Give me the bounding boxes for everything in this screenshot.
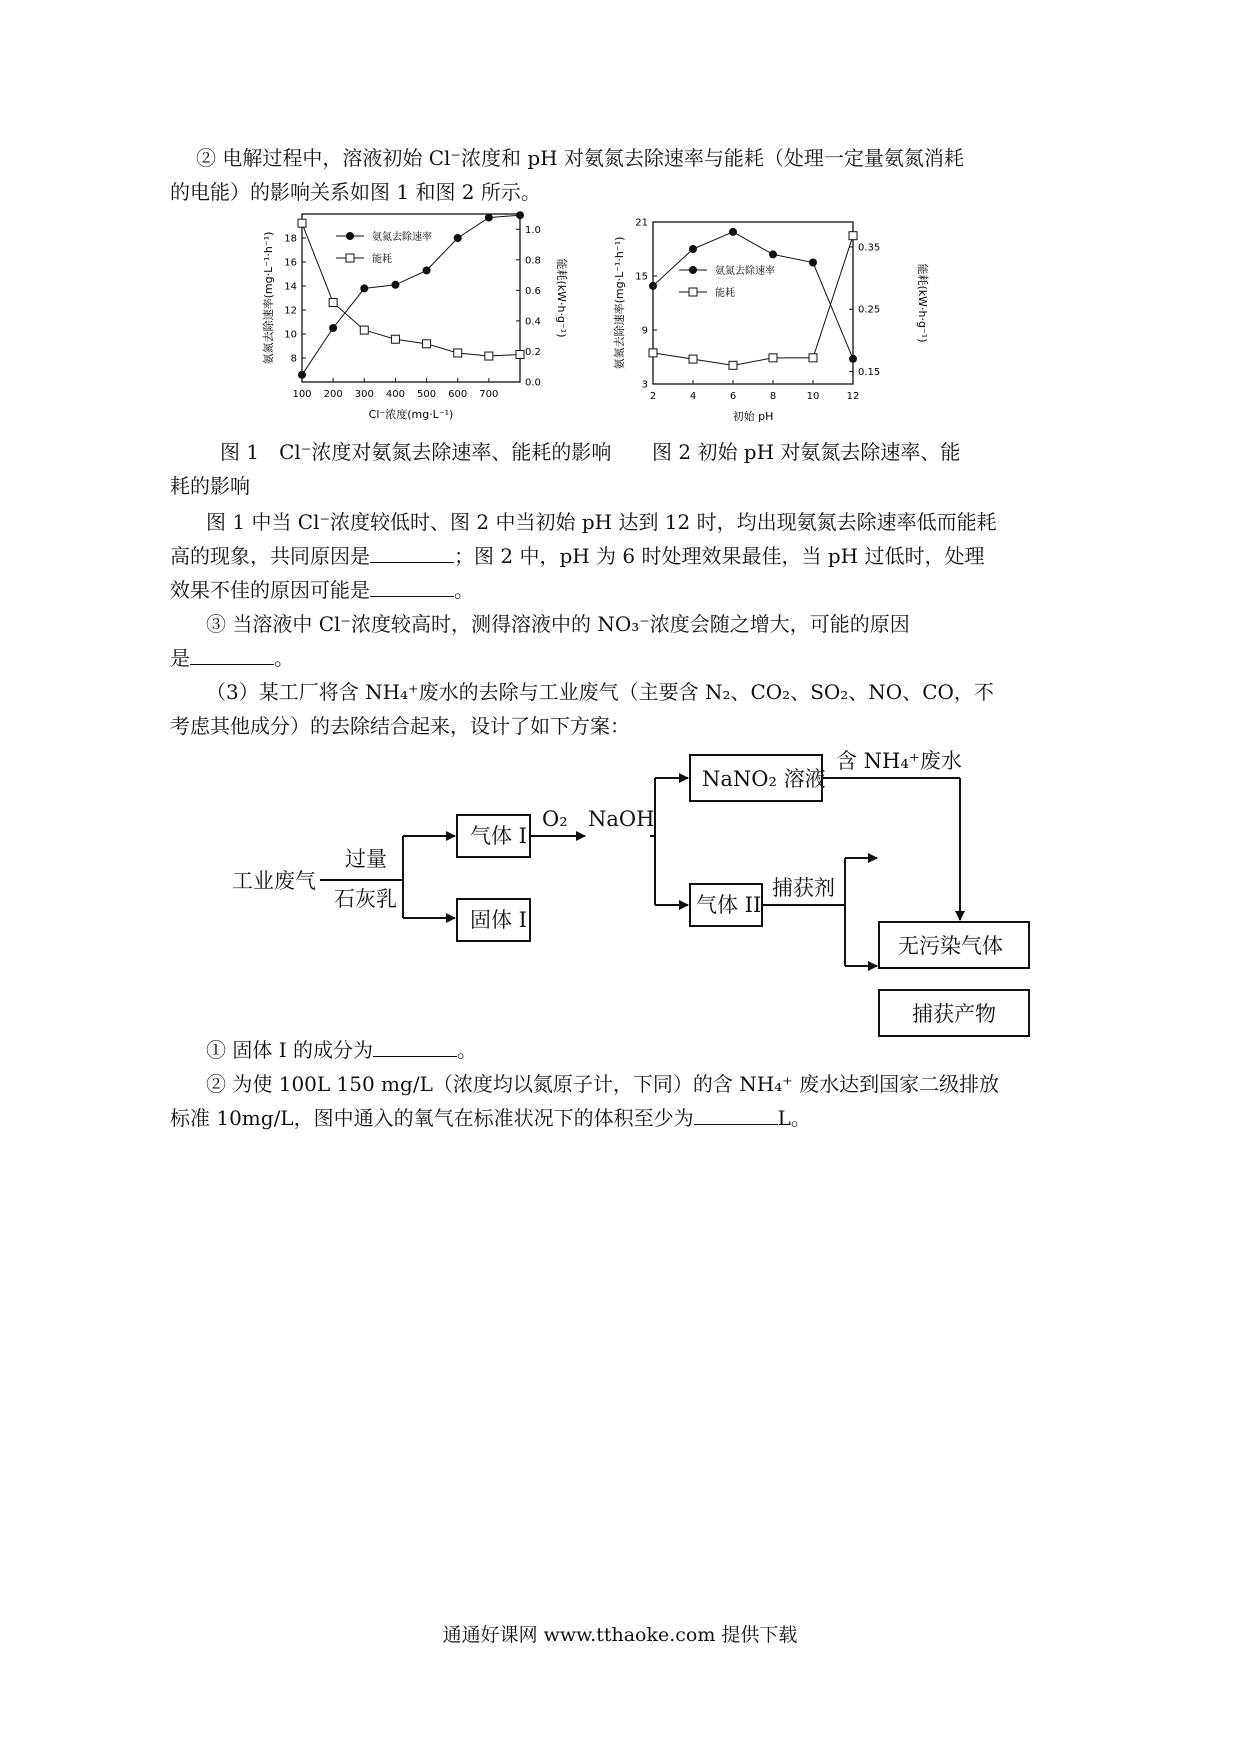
legend-marker-energy	[689, 288, 697, 296]
x-axis-label: 初始 pH	[732, 410, 774, 423]
data-point-rate	[298, 371, 306, 379]
y-tick-label: 10	[284, 329, 297, 341]
x-axis-label: Cl⁻浓度(mg·L⁻¹)	[368, 408, 454, 421]
data-point-rate	[769, 250, 777, 258]
data-point-energy	[298, 219, 306, 227]
capture-agent-label: 捕获剂	[772, 876, 835, 900]
data-point-rate	[329, 324, 337, 332]
data-point-energy	[849, 232, 857, 240]
x-tick-label: 6	[729, 391, 737, 402]
data-point-energy	[649, 349, 657, 357]
x-tick-label: 600	[448, 389, 468, 400]
y-tick-label: 16	[284, 257, 297, 269]
o2-label: O₂	[542, 807, 568, 831]
reagent-bottom-label: 石灰乳	[334, 887, 397, 911]
data-point-energy	[423, 340, 431, 348]
section-3-line-1: （3）某工厂将含 NH₄⁺废水的去除与工业废气（主要含 N₂、CO₂、SO₂、NO、CO，不	[206, 680, 994, 704]
y2-tick-label: 0.4	[525, 316, 541, 328]
data-point-energy	[729, 361, 737, 369]
x-tick-label: 100	[292, 389, 312, 400]
data-point-energy	[769, 354, 777, 362]
legend-marker-energy	[346, 254, 354, 262]
figure-1-caption: 图 1 Cl⁻浓度对氨氮去除速率、能耗的影响	[220, 440, 612, 464]
data-point-energy	[454, 349, 462, 357]
y2-tick-label: 1.0	[525, 224, 541, 236]
capture-product-box	[879, 990, 1029, 1036]
data-point-energy	[809, 354, 817, 362]
chart-1-cl-concentration	[250, 210, 580, 435]
y2-tick-label: 0.6	[525, 285, 541, 297]
nano2-box	[690, 755, 822, 801]
series-line	[302, 223, 520, 356]
y2-tick-label: 0.15	[858, 367, 881, 379]
paragraph-2-line-1: ② 电解过程中，溶液初始 Cl⁻浓度和 pH 对氨氮去除速率与能耗（处理一定量氨氮消耗	[196, 146, 964, 170]
x-tick-label: 4	[689, 391, 697, 402]
data-point-rate	[454, 234, 462, 242]
data-point-energy	[360, 326, 368, 334]
naoh-label: NaOH	[588, 807, 655, 831]
x-tick-label: 500	[417, 389, 437, 400]
y-tick-label: 14	[284, 281, 297, 293]
data-point-energy	[485, 352, 493, 360]
plot-frame	[653, 222, 853, 384]
answer-blank[interactable]	[694, 1104, 778, 1125]
clean-gas-label: 无污染气体	[898, 934, 1003, 958]
series-line	[653, 232, 853, 359]
solid-1-label: 固体 I	[470, 908, 527, 932]
chart-2-initial-ph	[605, 210, 940, 435]
x-tick-label: 200	[323, 389, 343, 400]
x-tick-label: 400	[385, 389, 405, 400]
data-point-energy	[516, 351, 524, 359]
y2-tick-label: 0.2	[525, 346, 541, 358]
y-tick-label: 3	[641, 379, 648, 391]
legend-label: 氨氮去除速率	[715, 266, 775, 277]
legend-marker-rate	[346, 232, 354, 240]
solid-1-box	[457, 899, 530, 941]
series-line	[653, 236, 853, 366]
footer-credit: 通通好课网 www.tthaoke.com 提供下载	[442, 1624, 798, 1646]
y-tick-label: 15	[635, 271, 648, 283]
figure-2-caption: 图 2 初始 pH 对氨氮去除速率、能	[652, 440, 961, 464]
data-point-energy	[329, 299, 337, 307]
y-tick-label: 18	[284, 233, 297, 245]
y2-tick-label: 0.8	[525, 255, 541, 267]
y2-tick-label: 0.0	[525, 377, 541, 389]
data-point-rate	[809, 259, 817, 267]
section-3-line-2: 考虑其他成分）的去除结合起来，设计了如下方案：	[170, 714, 630, 738]
y-tick-label: 21	[635, 217, 648, 229]
paragraph-2-line-2: 的电能）的影响关系如图 1 和图 2 所示。	[170, 180, 541, 204]
question-line-2: 高的现象，共同原因是 ；图 2 中，pH 为 6 时处理效果最佳，当 pH 过低时，处理	[170, 544, 985, 568]
gas-2-label: 气体 II	[696, 893, 762, 917]
data-point-energy	[391, 335, 399, 343]
y-axis-label: 氨氮去除速率(mg·L⁻¹·h⁻¹)	[613, 236, 626, 370]
answer-blank[interactable]	[373, 1036, 457, 1057]
answer-blank[interactable]	[370, 576, 454, 597]
x-tick-label: 8	[769, 391, 777, 402]
legend-label: 能耗	[372, 254, 392, 265]
answer-1-line: ① 固体 I 的成分为 。	[206, 1038, 477, 1062]
gas-2-box	[690, 884, 762, 926]
nano2-label: NaNO₂ 溶液	[702, 767, 826, 791]
data-point-rate	[391, 281, 399, 289]
question-3-line-2: 是 。	[170, 646, 294, 670]
answer-2-line-2: 标准 10mg/L，图中通入的氧气在标准状况下的体积至少为 L。	[170, 1106, 811, 1130]
answer-2-line-1: ② 为使 100L 150 mg/L（浓度均以氮原子计，下同）的含 NH₄⁺ 废水达到国家二级排放	[206, 1072, 1000, 1096]
y2-axis-label: 能耗(kW·h·g⁻¹)	[555, 258, 568, 338]
answer-blank[interactable]	[370, 542, 454, 563]
data-point-rate	[485, 214, 493, 222]
y-axis-label: 氨氮去除速率(mg·L⁻¹·h⁻¹)	[262, 231, 275, 365]
input-label: 工业废气	[232, 869, 316, 893]
y2-tick-label: 0.35	[858, 242, 881, 254]
legend-marker-rate	[689, 266, 697, 274]
y-tick-label: 8	[290, 353, 297, 365]
answer-blank[interactable]	[190, 644, 274, 665]
y-tick-label: 9	[641, 325, 648, 337]
x-tick-label: 300	[354, 389, 374, 400]
capture-product-label: 捕获产物	[912, 1002, 996, 1026]
reagent-top-label: 过量	[345, 847, 387, 871]
gas-1-label: 气体 I	[470, 824, 527, 848]
x-tick-label: 10	[806, 391, 820, 402]
data-point-rate	[729, 228, 737, 236]
legend-label: 氨氮去除速率	[372, 232, 432, 243]
data-point-rate	[423, 266, 431, 274]
figure-2-caption-cont: 耗的影响	[170, 474, 250, 498]
data-point-rate	[689, 245, 697, 253]
y-tick-label: 12	[284, 305, 297, 317]
data-point-rate	[849, 355, 857, 363]
data-point-rate	[649, 282, 657, 290]
legend-label: 能耗	[715, 288, 735, 299]
question-3-line-1: ③ 当溶液中 Cl⁻浓度较高时，测得溶液中的 NO₃⁻浓度会随之增大，可能的原因	[206, 612, 910, 636]
question-line-3: 效果不佳的原因可能是 。	[170, 578, 474, 602]
x-tick-label: 12	[846, 391, 860, 402]
data-point-rate	[516, 211, 524, 219]
data-point-energy	[689, 355, 697, 363]
x-tick-label: 700	[479, 389, 499, 400]
question-line-1: 图 1 中当 Cl⁻浓度较低时、图 2 中当初始 pH 达到 12 时，均出现氨氮去除速率低而能耗	[206, 510, 997, 534]
clean-gas-box	[879, 922, 1029, 968]
y2-axis-label: 能耗(kW·h·g⁻¹)	[916, 263, 929, 343]
gas-1-box	[457, 815, 530, 857]
data-point-rate	[360, 284, 368, 292]
x-tick-label: 2	[649, 391, 657, 402]
nh4-waste-label: 含 NH₄⁺废水	[836, 749, 962, 773]
y2-tick-label: 0.25	[858, 304, 881, 316]
